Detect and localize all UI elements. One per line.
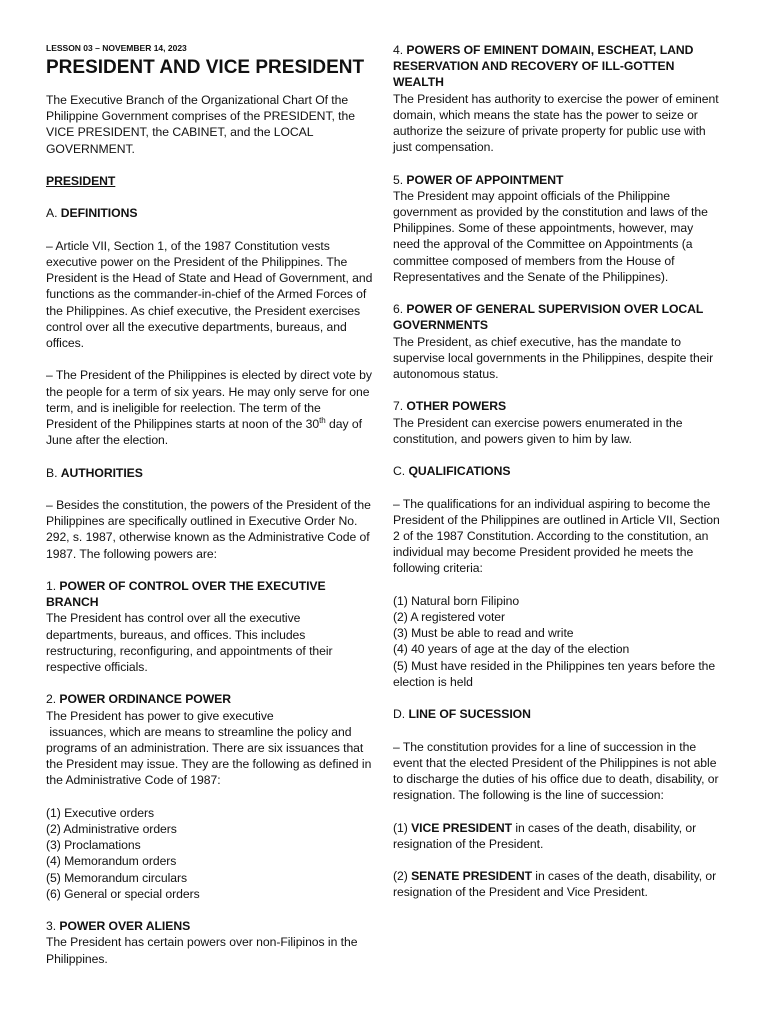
list-item: (2) Administrative orders (46, 822, 177, 836)
power-7-heading (393, 398, 723, 414)
power-3-heading (46, 918, 374, 934)
power-4-title: POWERS OF EMINENT DOMAIN, ESCHEAT, LAND RESERVATION AND RECOVERY OF ILL-GOTTEN WEALTH (393, 43, 694, 90)
succession-item-2-number: (2) (393, 869, 412, 884)
power-5 (393, 172, 723, 285)
succession-item-2-text: in cases of the death, disability, or resignation of the President and Vice President. (393, 869, 717, 900)
power-6-title: POWER OF GENERAL SUPERVISION OVER LOCAL GOVERNMENTS (393, 302, 704, 333)
list-item: (3) Proclamations (46, 838, 141, 853)
power-1 (46, 578, 374, 675)
power-3-title: POWER OVER ALIENS (59, 919, 191, 934)
power-1-heading (46, 578, 374, 610)
qualifications-list (393, 593, 723, 690)
definitions-letter: A. (46, 206, 61, 221)
right-column (393, 42, 723, 901)
intro-paragraph: The Executive Branch of the Organizational Chart Of the Philippine Government comprises of the PRESIDENT, the VICE PRESIDENT, the CABINET, and the LOCAL GOVERNMENT. (46, 93, 355, 156)
authorities-intro: – Besides the constitution, the powers of the President of the Philippines are specifically outlined in Executive Order No. 292, s. 1987, otherwise known as the Administrative Code of 1987. The following powers are: (46, 497, 371, 561)
power-1-number: 1. (46, 578, 60, 593)
authorities-heading-text: AUTHORITIES (60, 465, 143, 480)
authorities-heading (46, 465, 374, 481)
power-7-number: 7. (393, 399, 407, 414)
qualifications-heading-text: QUALIFICATIONS (408, 464, 511, 479)
power-3-text: The President has certain powers over non-Filipinos in the Philippines. (46, 935, 358, 966)
power-2-title: POWER ORDINANCE POWER (59, 692, 232, 707)
power-4-heading (393, 42, 723, 91)
power-6-number: 6. (393, 302, 407, 317)
definitions-paragraph-2-text: – The President of the Philippines is elected by direct vote by the people for a term of six years. He may only serve for one term, and is ineligible for reelection. The term of the President of the Philippines starts at noon of the 30 (46, 368, 372, 431)
power-6 (393, 301, 723, 382)
left-column (46, 42, 374, 967)
power-7-title: OTHER POWERS (406, 399, 507, 414)
qualifications-heading (393, 463, 723, 479)
power-3 (46, 918, 374, 967)
list-item: (5) Must have resided in the Philippines ten years before the election is held (393, 658, 716, 689)
list-item: (1) Executive orders (46, 805, 155, 820)
power-7 (393, 398, 723, 447)
power-6-heading (393, 301, 723, 333)
list-item: (4) Memorandum orders (46, 854, 177, 869)
power-2-text: issuances, which are means to streamline the policy and programs of an administration. There are six issuances that the President may issue. They are the following as defined in the Administrative Code of 1987: (46, 724, 375, 788)
list-item: (4) 40 years of age at the day of the election (393, 642, 630, 657)
definitions-paragraph-2-end: day of June after the election. (46, 417, 362, 448)
power-1-title: POWER OF CONTROL OVER THE EXECUTIVE BRANCH (46, 578, 326, 610)
list-item: (5) Memorandum circulars (46, 870, 188, 885)
succession-letter: D. (393, 707, 409, 722)
list-item: (6) General or special orders (46, 886, 200, 901)
succession-item-1-text: in cases of the death, disability, or resignation of the President. (393, 820, 697, 851)
power-7-text: The President can exercise powers enumerated in the constitution, and powers given to him by law. (393, 415, 683, 446)
succession-item-1 (393, 820, 723, 852)
issuances-list (46, 805, 374, 902)
lesson-date-line: LESSON 03 – NOVEMBER 14, 2023 (46, 43, 187, 53)
succession-intro: – The constitution provides for a line of succession in the event that the elected President of the Philippines is not able to discharge the duties of his office due to death, disability, or resignation. The following is the line of succession: (393, 739, 719, 803)
power-5-number: 5. (393, 172, 407, 187)
president-heading (46, 173, 374, 189)
succession-heading-text: LINE OF SUCESSION (408, 707, 531, 722)
definitions-heading (46, 205, 374, 221)
power-5-heading (393, 172, 723, 188)
ordinal-suffix: th (319, 415, 326, 425)
list-item: (1) Natural born Filipino (393, 593, 520, 608)
power-6-text: The President, as chief executive, has the mandate to supervise local governments in the Philippines, despite their autonomous status. (393, 334, 714, 382)
president-heading-text: PRESIDENT (46, 174, 116, 188)
succession-item-1-number: (1) (393, 820, 412, 835)
succession-item-2 (393, 868, 723, 900)
definitions-paragraph-1: – Article VII, Section 1, of the 1987 Constitution vests executive power on the President of the Philippines. The President is the Head of State and Head of Government, and functions as the commander-in-chief of the Armed Forces of the Philippines. As chief executive, the President exercises control over all the executive departments, bureaus, and offices. (46, 238, 373, 350)
power-4 (393, 42, 723, 155)
succession-heading (393, 706, 723, 722)
definitions-paragraph-2 (46, 367, 374, 448)
qualifications-letter: C. (393, 464, 409, 479)
power-1-text: The President has control over all the executive departments, bureaus, and offices. This includes restructuring, reconfiguring, and appointments of their respective officials. (46, 611, 333, 674)
list-item: (3) Must be able to read and write (393, 626, 574, 641)
power-2-number: 2. (46, 692, 60, 707)
power-4-text: The President has authority to exercise the power of eminent domain, which means the state has the power to seize or authorize the seizure of private property for public use with just compensation. (393, 91, 719, 155)
succession-item-1-title: VICE PRESIDENT (411, 820, 512, 835)
page-title: PRESIDENT AND VICE PRESIDENT (46, 57, 365, 78)
power-2 (46, 691, 374, 788)
power-3-number: 3. (46, 919, 60, 934)
list-item: (2) A registered voter (393, 610, 506, 625)
qualifications-intro: – The qualifications for an individual aspiring to become the President of the Philippines are outlined in Article VII, Section 2 of the 1987 Constitution. According to the constitution, an individual may become President provided he meets the following criteria: (393, 496, 720, 576)
definitions-heading-text: DEFINITIONS (60, 206, 138, 221)
authorities-letter: B. (46, 465, 61, 480)
power-2-text-line-1: The President has power to give executive (46, 708, 274, 723)
power-4-number: 4. (393, 43, 407, 57)
power-5-title: POWER OF APPOINTMENT (406, 172, 564, 187)
power-5-text: The President may appoint officials of the Philippine government as provided by the constitution and laws of the Philippines. Some of these appointments, however, may need the approval of the Committee on Appointments (a committee composed of members from the House of Representatives and the Senate of the Philippines). (393, 188, 708, 284)
power-2-heading (46, 691, 374, 707)
succession-item-2-title: SENATE PRESIDENT (411, 869, 532, 884)
